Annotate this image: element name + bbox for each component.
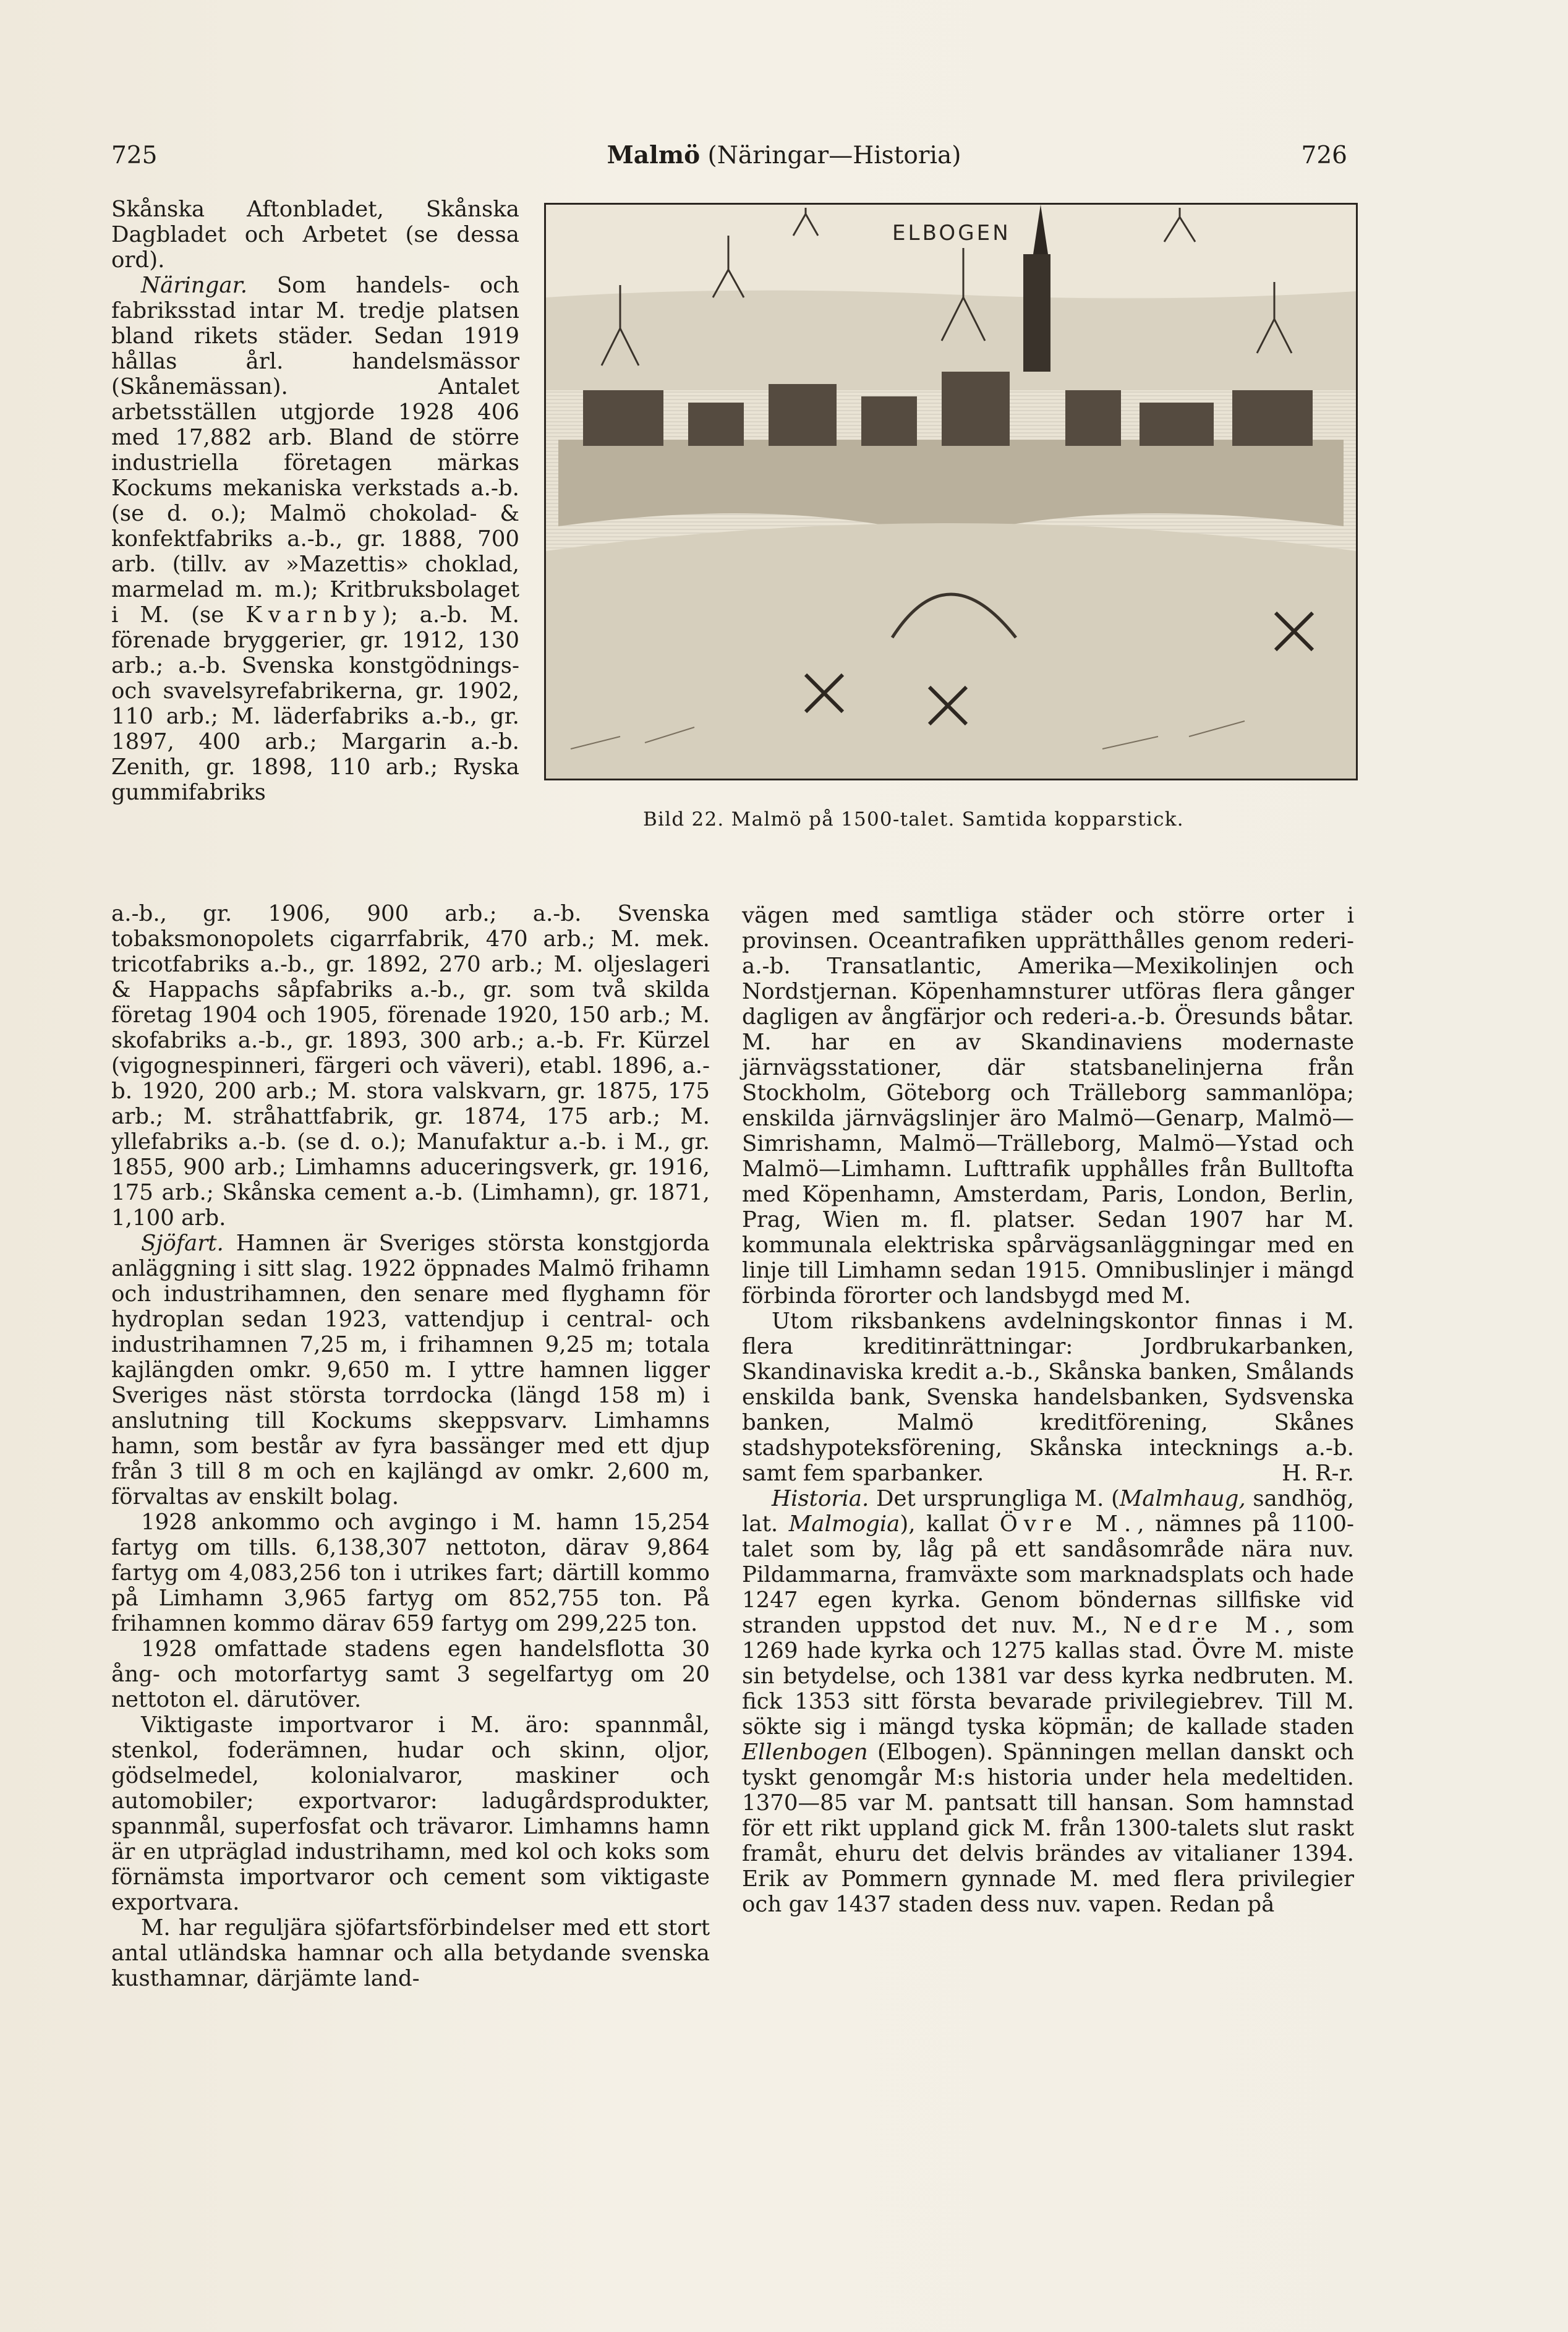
italic-term-malmhaug: Malmhaug, [1119, 1486, 1246, 1511]
text-run: ); a.-b. M. förenade bryggerier, gr. 1912, 130 arb.; a.-b. Svenska konstgödnings- och svavelsyrefabrikerna, gr. 1902, 110 arb.; M. läderfabriks a.-b., gr. 1897, 400 arb.; Margarin a.-b. Zenith, gr. 1898, 110 arb.; Ryska gummifabriks [111, 602, 519, 805]
paragraph-sjofart [111, 1231, 710, 1510]
text-run: Det ursprungliga M. ( [869, 1486, 1120, 1511]
page-number-left: 725 [111, 142, 158, 169]
spaced-term-ovre-m: Övre M. [999, 1511, 1138, 1537]
section-heading-sjofart: Sjöfart. [141, 1231, 224, 1256]
paragraph-shipping-routes: M. har reguljära sjöfartsförbindelser med ett stort antal utländska hamnar och alla betydande svenska kusthamnar, därjämte land- [111, 1915, 710, 1991]
paragraph-historia [742, 1486, 1354, 1917]
paragraph-industries-cont: a.-b., gr. 1906, 900 arb.; a.-b. Svenska tobaksmonopolets cigarrfabrik, 470 arb.; M. mek. tricotfabriks a.-b., gr. 1892, 270 arb.; M. oljeslageri & Happachs såpfabriks a.-b., gr. som två skilda företag 1904 och 1905, förenade 1920, 150 arb.; M. skofabriks a.-b., gr. 1893, 300 arb.; a.-b. Fr. Kürzel (vigognespinneri, färgeri och väveri), etabl. 1896, a.-b. 1920, 200 arb.; M. stora valskvarn, gr. 1875, 175 arb.; M. stråhattfabrik, gr. 1874, 175 arb.; M. yllefabriks a.-b. (se d. o.); Manufaktur a.-b. i M., gr. 1855, 900 arb.; Limhamns aduceringsverk, gr. 1916, 175 arb.; Skånska cement a.-b. (Limhamn), gr. 1871, 1,100 arb. [111, 901, 710, 1231]
running-head-title: Malmö [607, 141, 701, 169]
paragraph-banks [742, 1309, 1354, 1486]
page-number-right: 726 [1301, 142, 1347, 169]
text-run: (Elbogen). Spänningen mellan danskt och tyskt genomgår M:s historia under hela medeltiden. 1370—85 var M. pantsatt till hansan. Som hamnstad för ett rikt uppland gick M. från 1300-talets slut raskt framåt, ehuru det delvis brändes av vitalianer 1394. Erik av Pommern gynnade M. med flera privilegier och gav 1437 staden dess nuv. vapen. Redan på [742, 1740, 1354, 1917]
italic-term-ellenbogen: Ellenbogen [742, 1740, 868, 1765]
text-run: Hamnen är Sveriges största konstgjorda anläggning i sitt slag. 1922 öppnades Malmö frihamn och industrihamnen, den senare med flyghamn för hydroplan sedan 1923, vattendjup i central- och industrihamnen 7,25 m, i frihamnen 9,25 m; totala kajlängden omkr. 9,650 m. I yttre hamnen ligger Sveriges näst största torrdocka (längd 158 m) i anslutning till Kockums skeppsvarv. Limhamns hamn, som består av fyra bassänger med ett djup från 3 till 8 m och en kajlängd av omkr. 2,600 m, förvaltas av enskilt bolag. [111, 1231, 710, 1510]
right-column-bottom [742, 903, 1354, 1917]
figure-label-elbogen: ELBOGEN [892, 221, 1011, 246]
text-run: ), kallat [900, 1511, 1000, 1537]
spaced-term-nedre-m: Nedre M. [1123, 1613, 1287, 1638]
italic-term-malmogia: Malmogia [788, 1511, 900, 1537]
paragraph-imports-exports: Viktigaste importvaror i M. äro: spannmål, stenkol, foderämnen, hudar och skinn, oljor, gödselmedel, kolonialvaror, maskiner och automobiler; exportvaror: ladugårdsprodukter, spannmål, superfosfat och trävaror. Limhamns hamn är en utpräglad industrihamn, med kol och koks som förnämsta importvaror och cement som viktigaste exportvara. [111, 1712, 710, 1915]
left-column-top [111, 197, 519, 805]
text-run: sandhög, lat. [742, 1486, 1354, 1537]
author-signature: H. R-r. [1282, 1461, 1354, 1486]
paragraph-industries [111, 273, 519, 805]
section-heading-historia: Historia. [772, 1486, 869, 1511]
engraving-drawing [546, 205, 1356, 779]
paragraph-transport: vägen med samtliga städer och större orter i provinsen. Oceantrafiken upprätthålles genom rederi-a.-b. Transatlantic, Amerika—Mexikolinjen och Nordstjernan. Köpenhamnsturer utföras flera gånger dagligen av ångfärjor och rederi-a.-b. Öresunds båtar. M. har en av Skandinaviens modernaste järnvägsstationer, där statsbanelinjerna från Stockholm, Göteborg och Trälleborg sammanlöpa; enskilda järnvägslinjer äro Malmö—Genarp, Malmö—Simrishamn, Malmö—Trälleborg, Malmö—Ystad och Malmö—Limhamn. Lufttrafik upphålles från Bulltofta med Köpenhamn, Amsterdam, Paris, London, Berlin, Prag, Wien m. fl. platser. Sedan 1907 har M. kommunala elektriska spårvägsanläggningar med en linje till Limhamn sedan 1915. Omnibuslinjer i mängd förbinda förorter och landsbygd med M. [742, 903, 1354, 1309]
engraving-malmo-1500s [544, 203, 1358, 780]
paragraph-traffic-1928: 1928 ankommo och avgingo i M. hamn 15,254 fartyg om tills. 6,138,307 nettoton, därav 9,864 fartyg om 4,083,256 ton i utrikes fart; därtill kommo på Limhamn 3,965 fartyg om 852,755 ton. På frihamnen kommo därav 659 fartyg om 299,225 ton. [111, 1510, 710, 1636]
text-run: Som handels- och fabriksstad intar M. tredje platsen bland rikets städer. Sedan 1919 hållas årl. handelsmässor (Skånemässan). Antalet arbetsställen utgjorde 1928 406 med 17,882 arb. Bland de större industriella företagen märkas Kockums mekaniska verkstads a.-b. (se d. o.); Malmö chokolad- & konfektfabriks a.-b., gr. 1888, 700 arb. (tillv. av »Mazettis» choklad, marmelad m. m.); Kritbruksbolaget i M. (se [111, 273, 519, 628]
paragraph-fleet-1928: 1928 omfattade stadens egen handelsflotta 30 ång- och motorfartyg samt 3 segelfartyg om 20 nettoton el. därutöver. [111, 1636, 710, 1712]
left-column-bottom [111, 901, 710, 1991]
paragraph-newspapers: Skånska Aftonbladet, Skånska Dagbladet och Arbetet (se dessa ord). [111, 197, 519, 273]
running-head-subtitle: (Näringar—Historia) [707, 142, 961, 169]
spaced-term-kvarnby: Kvarnby [245, 602, 382, 628]
section-heading-naringar: Näringar. [141, 273, 248, 298]
figure-caption: Bild 22. Malmö på 1500-talet. Samtida kopparstick. [643, 808, 1184, 831]
text-run: , nämnes på 1100-talet som by, låg på ett sandåsområde nära nuv. Pildammarna, framväxte som marknadsplats och hade 1247 egen kyrka. Genom böndernas sillfiske vid stranden uppstod det nuv. M., [742, 1511, 1354, 1638]
text-run: Utom riksbankens avdelningskontor finnas i M. flera kreditinrättningar: Jordbrukarbanken, Skandinaviska kredit a.-b., Skånska banken, Smålands enskilda bank, Svenska handelsbanken, Sydsvenska banken, Malmö kreditförening, Skånes stadshypoteksförening, Skånska intecknings a.-b. samt fem sparbanker. [742, 1309, 1354, 1486]
text-run: , som 1269 hade kyrka och 1275 kallas stad. Övre M. miste sin betydelse, och 1381 var dess kyrka nedbruten. M. fick 1353 sitt första bevarade privilegiebrev. Till M. sökte sig i mängd tyska köpmän; de kallade staden [742, 1613, 1354, 1740]
